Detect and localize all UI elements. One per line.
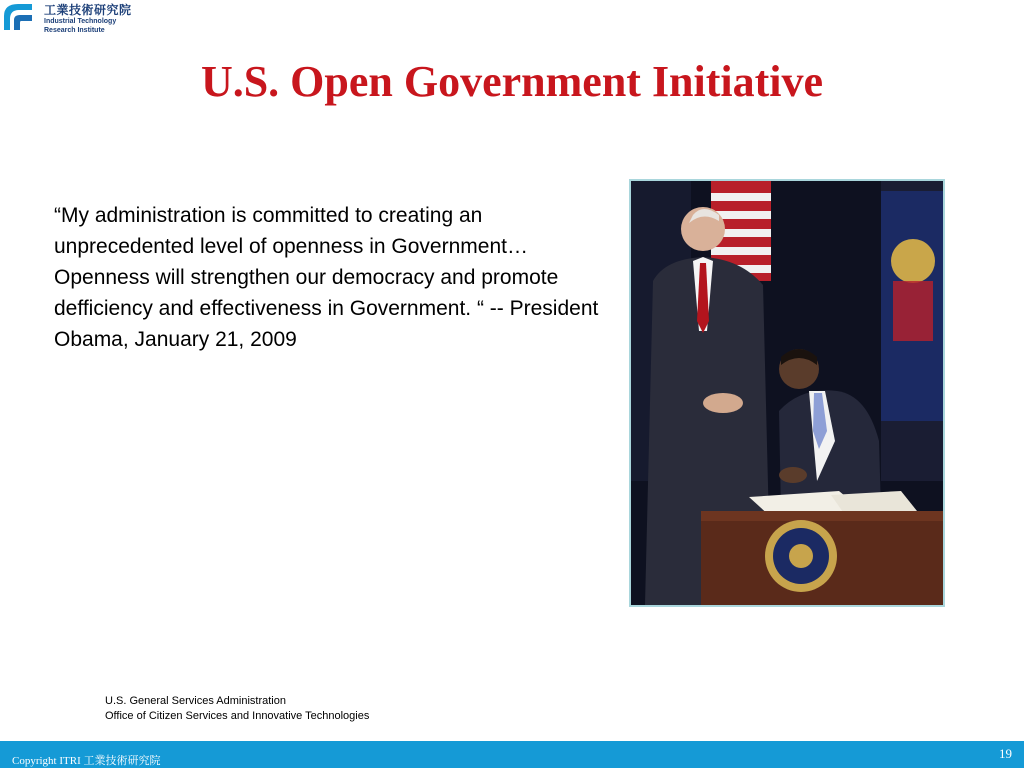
logo-english-line1: Industrial Technology: [44, 18, 117, 25]
signing-photo-illustration: [631, 181, 943, 605]
source-attribution: [105, 694, 369, 724]
obama-quote: “My administration is committed to creating an unprecedented level of openness in Government…Openness will strengthen our democracy and promote defficiency and effectiveness in Government. “ -- President Obama, January 21, 2009: [54, 204, 599, 351]
logo-english-line2: Research Institute: [44, 26, 105, 34]
logo-chinese-name: 工業技術研究院: [44, 3, 132, 17]
itri-logo: [0, 0, 150, 40]
slide-title: U.S. Open Government Initiative: [200, 57, 824, 106]
copyright-text: Copyright ITRI 工業技術研究院: [12, 755, 161, 767]
signing-photo: [629, 179, 945, 607]
source-line-agency: U.S. General Services Administration: [105, 695, 286, 707]
page-number: 19: [999, 746, 1012, 761]
source-line-office: Office of Citizen Services and Innovative Technologies: [105, 710, 370, 722]
itri-logo-icon: [0, 0, 36, 34]
logo-english-name: [44, 18, 154, 35]
